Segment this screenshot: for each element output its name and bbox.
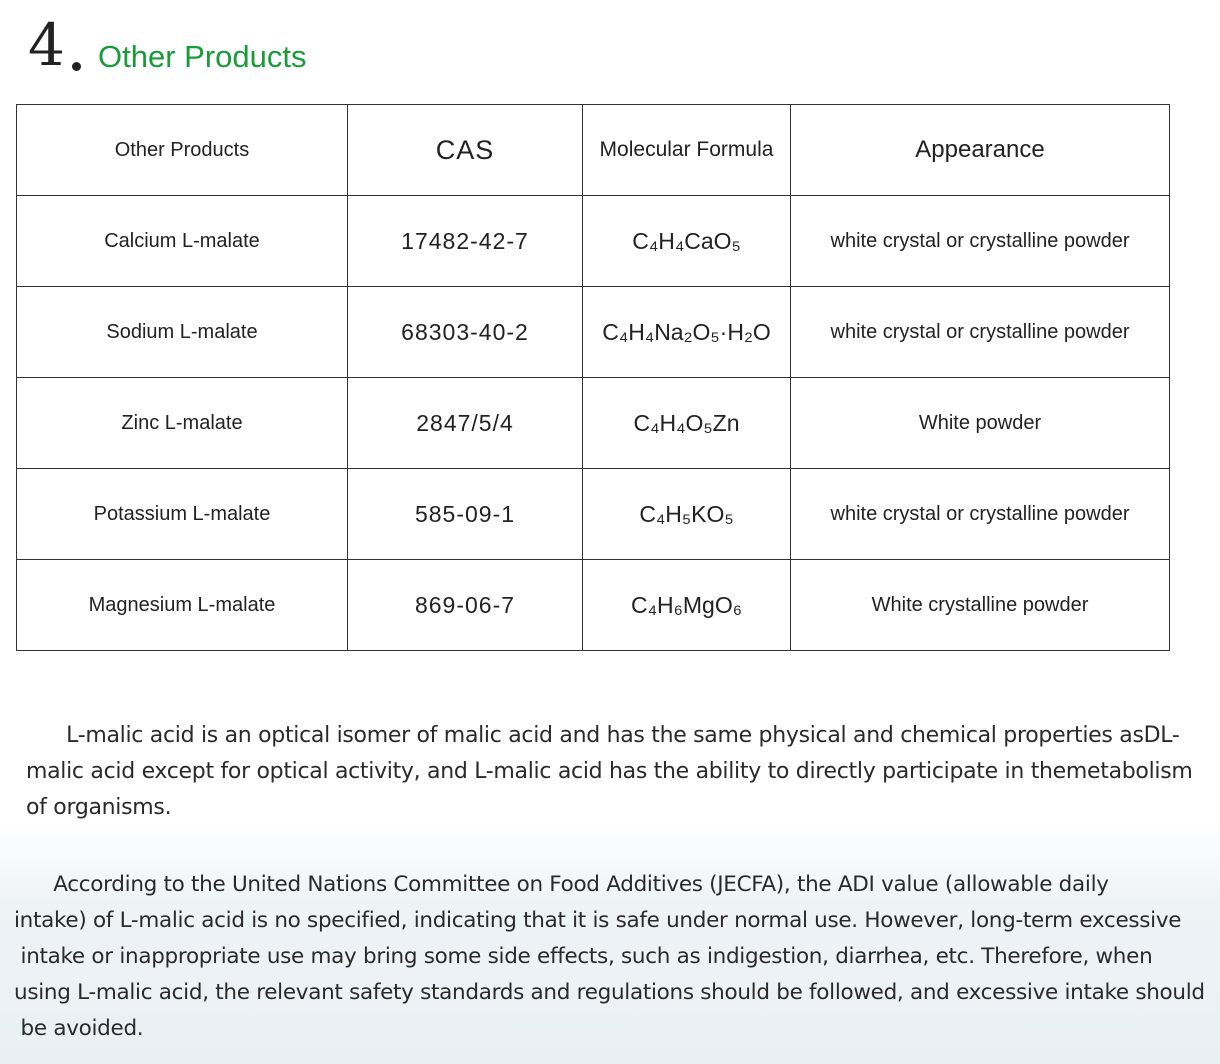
product-name: Zinc L-malate [17,378,348,469]
paragraph-jecfa-adi [14,867,1205,1047]
appearance: white crystal or crystalline powder [791,196,1170,287]
appearance: white crystal or crystalline powder [791,287,1170,378]
header-cas: CAS [348,105,583,196]
paragraph-line: using L-malic acid, the relevant safety standards and regulations should be followed, and excessive intake should [14,980,1205,1005]
cas-number: 68303-40-2 [348,287,583,378]
molecular-formula: C₄H₆MgO₆ [583,560,791,651]
appearance: White powder [791,378,1170,469]
header-other-products: Other Products [17,105,348,196]
product-name: Potassium L-malate [17,469,348,560]
appearance: white crystal or crystalline powder [791,469,1170,560]
product-name: Calcium L-malate [17,196,348,287]
table-header-row [17,105,1170,196]
header-appearance: Appearance [791,105,1170,196]
molecular-formula: C₄H₅KO₅ [583,469,791,560]
appearance: White crystalline powder [791,560,1170,651]
cas-number: 585-09-1 [348,469,583,560]
section-number-dot [72,62,81,71]
cas-number: 2847/5/4 [348,378,583,469]
section-title: Other Products [98,39,307,74]
table-row [17,378,1170,469]
cas-number: 869-06-7 [348,560,583,651]
paragraph-line: According to the United Nations Committee on Food Additives (JECFA), the ADI value (allowable daily [14,872,1109,897]
section-number: 4 [28,11,65,79]
product-name: Magnesium L-malate [17,560,348,651]
paragraph-line: intake) of L-malic acid is no specified, indicating that it is safe under normal use. However, long-term excessive [14,908,1182,933]
product-name: Sodium L-malate [17,287,348,378]
paragraph-line: malic acid except for optical activity, and L-malic acid has the ability to directly participate in themetabolism [26,759,1193,784]
table-row [17,196,1170,287]
header-molecular-formula: Molecular Formula [583,105,791,196]
table-row [17,287,1170,378]
molecular-formula: C₄H₄Na₂O₅·H₂O [583,287,791,378]
cas-number: 17482-42-7 [348,196,583,287]
products-table [16,104,1170,651]
molecular-formula: C₄H₄CaO₅ [583,196,791,287]
paragraph-line: intake or inappropriate use may bring some side effects, such as indigestion, diarrhea, etc. Therefore, when [14,944,1153,969]
paragraph-line: L-malic acid is an optical isomer of malic acid and has the same physical and chemical properties asDL- [26,723,1180,748]
paragraph-line: be avoided. [14,1016,144,1041]
molecular-formula: C₄H₄O₅Zn [583,378,791,469]
table-row [17,469,1170,560]
paragraph-line: of organisms. [26,795,172,820]
paragraph-l-malic-isomer [26,718,1193,826]
table-row [17,560,1170,651]
